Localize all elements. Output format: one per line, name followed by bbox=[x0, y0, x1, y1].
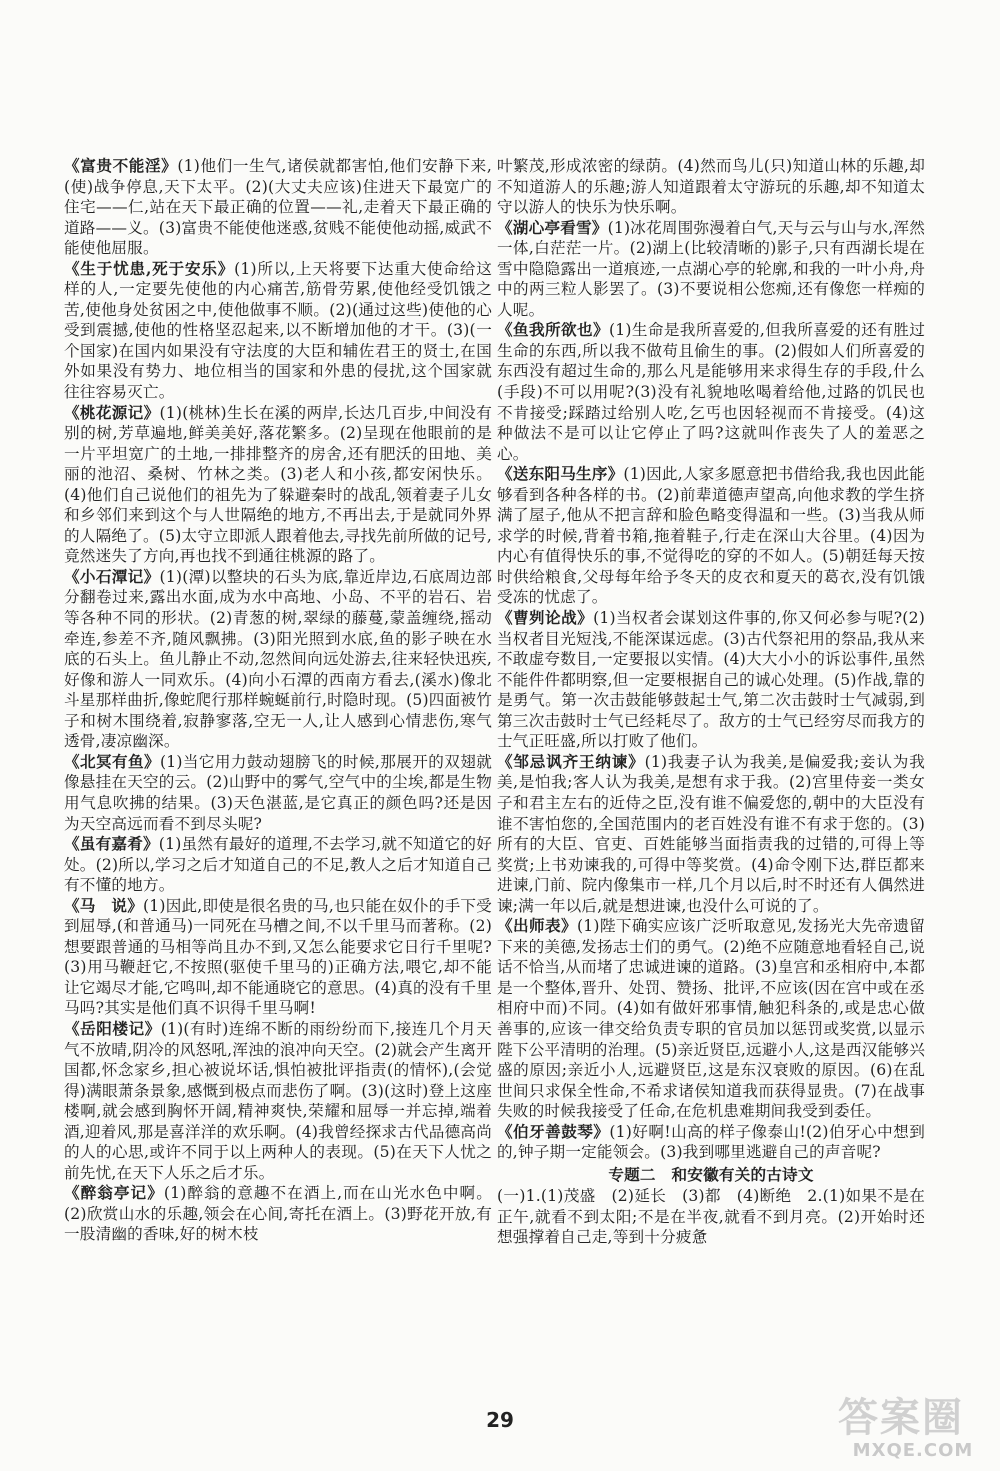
entry-text: (1)(有时)连绵不断的雨纷纷而下,接连几个月天气不放晴,阴冷的风怒吼,浑浊的浪冲向天空。(2)就会产生离开国都,怀念家乡,担心被说坏话,惧怕被批评指责(的情怀),(会觉得)满眼萧条景象,感慨到极点而悲伤了啊。(3)(这时)登上这座楼啊,就会感到胸怀开阔,精神爽快,荣耀和屈辱一并忘掉,端着酒,迎着风,那是喜洋洋的欢乐啊。(4)我曾经探求古代品德高尚的人的心思,或许不同于以上两种人的表现。(5)在天下人忧之前先忧,在天下人乐之后才乐。 bbox=[64, 1019, 492, 1182]
entry-beiming bbox=[64, 752, 492, 834]
entry-text: (1)(桃林)生长在溪的两岸,长达几百步,中间没有别的树,芳草遍地,鲜美美好,落花繁多。(2)呈现在他眼前的是一片平坦宽广的土地,一排排整齐的房舍,还有肥沃的田地、美丽的池沼、桑树、竹林之类。(3)老人和小孩,都安闲快乐。(4)他们自己说他们的祖先为了躲避秦时的战乱,领着妻子儿女和乡邻们来到这个与人世隔绝的地方,不再出去,于是就同外界的人隔绝了。(5)太守立即派人跟着他去,寻找先前所做的记号,竟然迷失了方向,再也找不到通往桃源的路了。 bbox=[64, 403, 492, 566]
entry-title: 《伯牙善鼓琴》 bbox=[497, 1121, 610, 1141]
entry-title: 《生于忧患,死于安乐》 bbox=[64, 258, 235, 278]
entry-text: (1)生命是我所喜爱的,但我所喜爱的还有胜过生命的东西,所以我不做苟且偷生的事。(2)假如人们所喜爱的东西没有超过生命的,那么凡是能够用来求得生存的手段,什么(手段)不可以用呢?(3)没有礼貌地吆喝着给他,过路的饥民也不肯接受;踩踏过给别人吃,乞丐也因轻视而不肯接受。(4)这种做法不是可以让它停止了吗?这就叫作丧失了人的羞恶之心。 bbox=[497, 321, 925, 463]
entry-fugui bbox=[64, 156, 492, 259]
entry-title: 《湖心亭看雪》 bbox=[497, 217, 608, 237]
entry-title: 《虽有嘉肴》 bbox=[64, 834, 159, 854]
entry-shengyu bbox=[64, 259, 492, 403]
entry-mashuo bbox=[64, 896, 492, 1019]
entry-huxinting bbox=[497, 218, 925, 321]
entry-text: (1)因此,人家多愿意把书借给我,我也因此能够看到各种各样的书。(2)前辈道德声望高,向他求教的学生挤满了屋子,他从不把言辞和脸色略变得温和一些。(3)当我从师求学的时候,背着书箱,拖着鞋子,行走在深山大谷里。(4)因为内心有值得快乐的事,不觉得吃的穿的不如人。(5)朝廷每天按时供给粮食,父母每年给予冬天的皮衣和夏天的葛衣,没有饥饿受冻的忧虑了。 bbox=[497, 465, 926, 607]
entry-zouji bbox=[497, 752, 925, 916]
entry-text: (1)他们一生气,诸侯就都害怕,他们安静下来,(使)战争停息,天下太平。(2)(大丈夫应该)住进天下最宽广的住宅——仁,站在天下最正确的位置——礼,走着天下最正确的道路——义。(3)富贵不能使他迷惑,贫贱不能使他动摇,威武不能使他屈服。 bbox=[64, 157, 492, 258]
entry-title: 《岳阳楼记》 bbox=[64, 1018, 161, 1038]
entry-taohuayuan bbox=[64, 403, 492, 567]
entry-title: 《鱼我所欲也》 bbox=[497, 320, 609, 340]
entry-title: 《桃花源记》 bbox=[64, 402, 160, 422]
entry-caogui bbox=[497, 608, 925, 752]
entry-suiyou bbox=[64, 834, 492, 896]
entry-title: 《邹忌讽齐王纳谏》 bbox=[497, 751, 645, 771]
entry-text: (1)(潭)以整块的石头为底,靠近岸边,石底周边部分翻卷过来,露出水面,成为水中高地、小岛、不平的岩石、岩等各种不同的形状。(2)青葱的树,翠绿的藤蔓,蒙盖缠绕,摇动牵连,参差不齐,随风飘拂。(3)阳光照到水底,鱼的影子映在水底的石头上。鱼儿静止不动,忽然间向远处游去,往来轻快迅疾,好像和游人一同欢乐。(4)向小石潭的西南方看去,(溪水)像北斗星那样曲折,像蛇爬行那样蜿蜒前行,时隐时现。(5)四面被竹子和树木围绕着,寂静寥落,空无一人,让人感到心情悲伤,寒气透骨,凄凉幽深。 bbox=[64, 567, 492, 751]
entry-title: 《北冥有鱼》 bbox=[64, 751, 160, 771]
entry-xiaoshitan bbox=[64, 567, 492, 752]
entry-title: 《醉翁亭记》 bbox=[64, 1183, 164, 1203]
entry-yuwo bbox=[497, 320, 925, 464]
entry-songdongyang bbox=[497, 464, 925, 608]
entry-text: (1)好啊!山高的样子像泰山!(2)伯牙心中想到的,钟子期一定能领会。(3)我到哪里逃避自己的声音呢? bbox=[497, 1122, 925, 1162]
entry-zuiweng-continued bbox=[497, 156, 925, 218]
entry-chushibiao bbox=[497, 916, 925, 1121]
watermark-logo: 答案圈 bbox=[838, 1395, 964, 1441]
page-number: 29 bbox=[486, 1408, 514, 1432]
entry-text: (1)因此,即使是很名贵的马,也只能在奴仆的手下受到屈辱,(和普通马)一同死在马槽之间,不以千里马而著称。(2)想要跟普通的马相等尚且办不到,又怎么能要求它日行千里呢?(3)用马鞭赶它,不按照(驱使千里马的)正确方法,喂它,却不能让它竭尽才能,它鸣叫,却不能通晓它的意思。(4)真的没有千里马吗?其实是他们真不识得千里马啊! bbox=[64, 896, 492, 1018]
entry-title: 《小石潭记》 bbox=[64, 566, 160, 586]
entry-zuiweng bbox=[64, 1183, 492, 1245]
entry-text: (1)陛下确实应该广泛听取意见,发扬光大先帝遗留下来的美德,发扬志士们的勇气。(2)绝不应随意地看轻自己,说话不恰当,从而堵了忠诚进谏的道路。(3)皇宫和丞相府中,本都是一个整体,晋升、处罚、赞扬、批评,不应该(因在宫中或在丞相府中而)不同。(4)如有做奸邪事情,触犯科条的,或是忠心做善事的,应该一律交给负责专职的官员加以惩罚或奖赏,以显示陛下公平清明的治理。(5)亲近贤臣,远避小人,这是西汉能够兴盛的原因;亲近小人,远避贤臣,这是东汉衰败的原因。(6)在乱世间只求保全性命,不希求诸侯知道我而获得显贵。(7)在战事失败的时候我接受了任命,在危机患难期间我受到委任。 bbox=[497, 917, 925, 1121]
watermark-url: MXQE.COM bbox=[852, 1440, 974, 1461]
entry-text: (1)当它用力鼓动翅膀飞的时候,那展开的双翅就像悬挂在天空的云。(2)山野中的雾气,空气中的尘埃,都是生物用气息吹拂的结果。(3)天色湛蓝,是它真正的颜色吗?还是因为天空高远而看不到尽头呢? bbox=[64, 752, 493, 833]
entry-boya bbox=[497, 1122, 925, 1163]
left-column bbox=[64, 156, 492, 1245]
entry-title: 《曹刿论战》 bbox=[497, 608, 594, 628]
entry-title: 《富贵不能淫》 bbox=[64, 156, 178, 175]
entry-text: (1)醉翁的意趣不在酒上,而在山光水色中啊。(2)欣赏山水的乐趣,领会在心间,寄托在酒上。(3)野花开放,有一股清幽的香味,好的树木枝 bbox=[64, 1184, 492, 1244]
right-column bbox=[497, 156, 925, 1248]
entry-text: 叶繁茂,形成浓密的绿荫。(4)然而鸟儿(只)知道山林的乐趣,却不知道游人的乐趣;游人知道跟着太守游玩的乐趣,却不知道太守以游人的快乐为快乐啊。 bbox=[497, 157, 925, 217]
entry-title: 《出师表》 bbox=[497, 916, 577, 936]
entry-title: 《马 说》 bbox=[64, 895, 143, 915]
entry-text: (1)虽然有最好的道理,不去学习,就不知道它的好处。(2)所以,学习之后才知道自己的不足,教人之后才知道自己有不懂的地方。 bbox=[64, 835, 492, 895]
entry-text: (1)我妻子认为我美,是偏爱我;妾认为我美,是怕我;客人认为我美,是想有求于我。(2)宫里侍妾一类女子和君主左右的近侍之臣,没有谁不偏爱您的,朝中的大臣没有谁不害怕您的,全国范围内的老百姓没有谁不有求于您的。(3)所有的大臣、官吏、百姓能够当面指责我的过错的,可得上等奖赏;上书劝谏我的,可得中等奖赏。(4)命令刚下达,群臣都来进谏,门前、院内像集市一样,几个月以后,时不时还有人偶然进谏;满一年以后,就是想进谏,也没什么可说的了。 bbox=[497, 752, 925, 915]
section-body: (一)1.(1)茂盛 (2)延长 (3)都 (4)断绝 2.(1)如果不是在正午,就看不到太阳;不是在半夜,就看不到月亮。(2)开始时还想强撑着自己走,等到十分疲惫 bbox=[497, 1187, 925, 1247]
entry-text: (1)冰花周围弥漫着白气,天与云与山与水,浑然一体,白茫茫一片。(2)湖上(比较清晰的)影子,只有西湖长堤在雪中隐隐露出一道痕迹,一点湖心亭的轮廓,和我的一叶小舟,舟中的两三粒人影罢了。(3)不要说相公您痴,还有像您一样痴的人呢。 bbox=[497, 218, 925, 319]
entry-text: (1)所以,上天将要下达重大使命给这样的人,一定要先使他的内心痛苦,筋骨劳累,使他经受饥饿之苦,使他身处贫困之中,使他做事不顺。(2)(通过这些)使他的心受到震撼,使他的性格坚忍起来,以不断增加他的才干。(3)(一个国家)在国内如果没有守法度的大臣和辅佐君王的贤士,在国外如果没有势力、地位相当的国家和外患的侵扰,这个国家就往往容易灭亡。 bbox=[64, 259, 492, 402]
watermark bbox=[838, 1396, 988, 1466]
entry-title: 《送东阳马生序》 bbox=[497, 464, 624, 484]
entry-text: (1)当权者会谋划这件事的,你又何必参与呢?(2)当权者目光短浅,不能深谋远虑。(3)古代祭祀用的祭品,我从来不敢虚夸数目,一定要报以实情。(4)大大小小的诉讼事件,虽然不能件件都明察,但一定要根据自己的诚心处理。(5)作战,靠的是勇气。第一次击鼓能够鼓起士气,第二次击鼓时士气减弱,到第三次击鼓时士气已经耗尽了。敌方的士气已经穷尽而我方的士气正旺盛,所以打败了他们。 bbox=[497, 609, 926, 751]
section-heading: 专题二 和安徽有关的古诗文 bbox=[608, 1164, 814, 1184]
entry-yueyanglou bbox=[64, 1019, 492, 1183]
